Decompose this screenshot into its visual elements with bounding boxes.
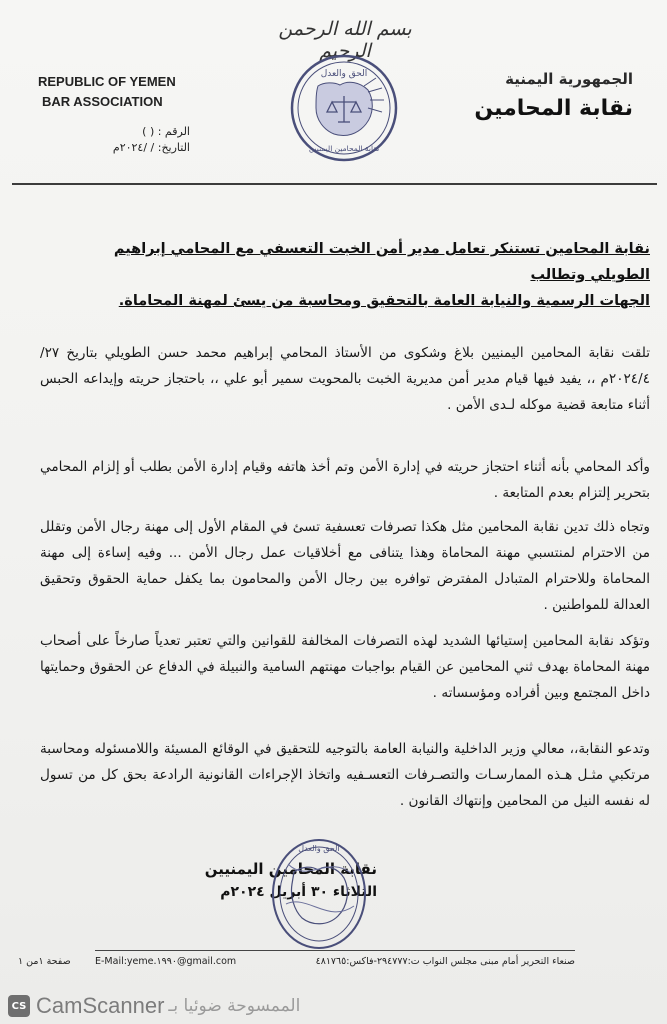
footer-divider [95,950,575,951]
header-divider [12,183,657,185]
scanner-app-name: CamScanner [36,993,165,1018]
country-name-ar: الجمهورية اليمنية [505,70,633,88]
headline-line-1: نقابة المحامين تستنكر تعامل مدير أمن الخبت التعسفي مع المحامي إبراهيم الطويلي وتطالب [113,241,650,283]
footer-email: E-Mail:yeme.١٩٩٠@gmail.com [95,956,237,967]
official-stamp [268,834,370,954]
emblem-name: نقابة المحامين اليمنيين [308,144,380,153]
scanner-tagline: الممسوحة ضوئيا بـ [168,996,301,1016]
signatory-organization: نقابة المحامين اليمنيين [204,860,377,878]
association-name-ar: نقابة المحامين [474,96,633,121]
footer-address: صنعاء التحرير أمام مبنى مجلس النواب ت:٢٩٤٧٧٧-فاكس:٤٨١٧٦٥ [315,956,575,967]
paragraph-4: وتؤكد نقابة المحامين إستيائها الشديد لهذه التصرفات المخالفة للقوانين والتي تعتبر تعدياً صارخاً على أصحاب مهنة المحاماة بهدف ثني المحامين عن القيام بواجبات مهنتهم السامية والنبيلة في الدفاع عن الحقوق وحمايتها داخل المجتمع وبين أفراده ومؤسساته . [40,633,650,701]
emblem-motto: الحق والعدل [320,69,368,79]
reference-block [40,124,190,156]
association-name-en: BAR ASSOCIATION [42,94,163,109]
reference-number: الرقم : ( ) [142,125,190,138]
page-number: صفحة ١من ١ [18,956,71,967]
paragraph-1: تلقت نقابة المحامين اليمنيين بلاغ وشكوى من الأستاذ المحامي إبراهيم محمد حسن الطويلي بتاريخ ٢٧/ ٢٠٢٤/٤م ،، يفيد فيها قيام مدير أمن مديرية الخبت بالمحويت سمير أبو علي ،، باحتجاز حريته وإيداعه الحبس أثناء متابعة قضية موكله لـدى الأمن . [40,345,650,413]
camscanner-logo-icon: CS [8,995,30,1017]
headline-line-2: الجهات الرسمية والنيابة العامة بالتحقيق ومحاسبة من يسئ لمهنة المحاماة. [118,293,650,309]
letterhead-arabic [473,70,633,121]
scanner-watermark [0,988,667,1024]
bar-association-emblem [288,52,400,164]
country-name-en: REPUBLIC OF YEMEN [38,74,176,89]
paragraph-2: وأكد المحامي بأنه أثناء احتجاز حريته في إدارة الأمن وتم أخذ هاتفه وقيام إدارة الأمن بطلب أو إلزام المحامي بتحرير إلتزام بعدم المتابعة . [40,459,650,501]
document-headline [60,236,650,314]
paragraph-3: وتجاه ذلك تدين نقابة المحامين مثل هكذا تصرفات تعسفية تسئ في المقام الأول إلى مهنة رجال الأمن وتقلل من الاحترام لمنتسبي مهنة المحاماة وهذا يتنافى مع أخلاقيات عمل رجال الأمن ... وفيه إساءة إلى مهنة المحاماة وللاحترام المتبادل المفترض توافره بين رجال الأمن والمحامون بما يكفل حماية الحقوق وتحقيق العدالة للمواطنين . [40,519,650,613]
reference-date: التاريخ: / /٢٠٢٤م [112,141,190,154]
footer-contact [95,956,575,967]
signature-date: الثلاثاء ٣٠ أبريل ٢٠٢٤م [220,884,377,900]
stamp-motto: الحق والعدل [298,844,340,853]
basmala: بسم الله الرحمن الرحيم [278,18,412,62]
paragraph-5: وتدعو النقابة،، معالي وزير الداخلية والنيابة العامة بالتوجيه للتحقيق في الوقائع المسيئة واللامسئوله ومحاسبة مرتكبي مثـل هـذه الممارسـات والتصـرفات التعسـفيه واتخاذ الإجراءات القانونية الرادعة بحق كل من تسول له نفسه النيل من المحامين وإنتهاك القانون . [40,741,650,809]
letterhead-english [36,72,216,112]
